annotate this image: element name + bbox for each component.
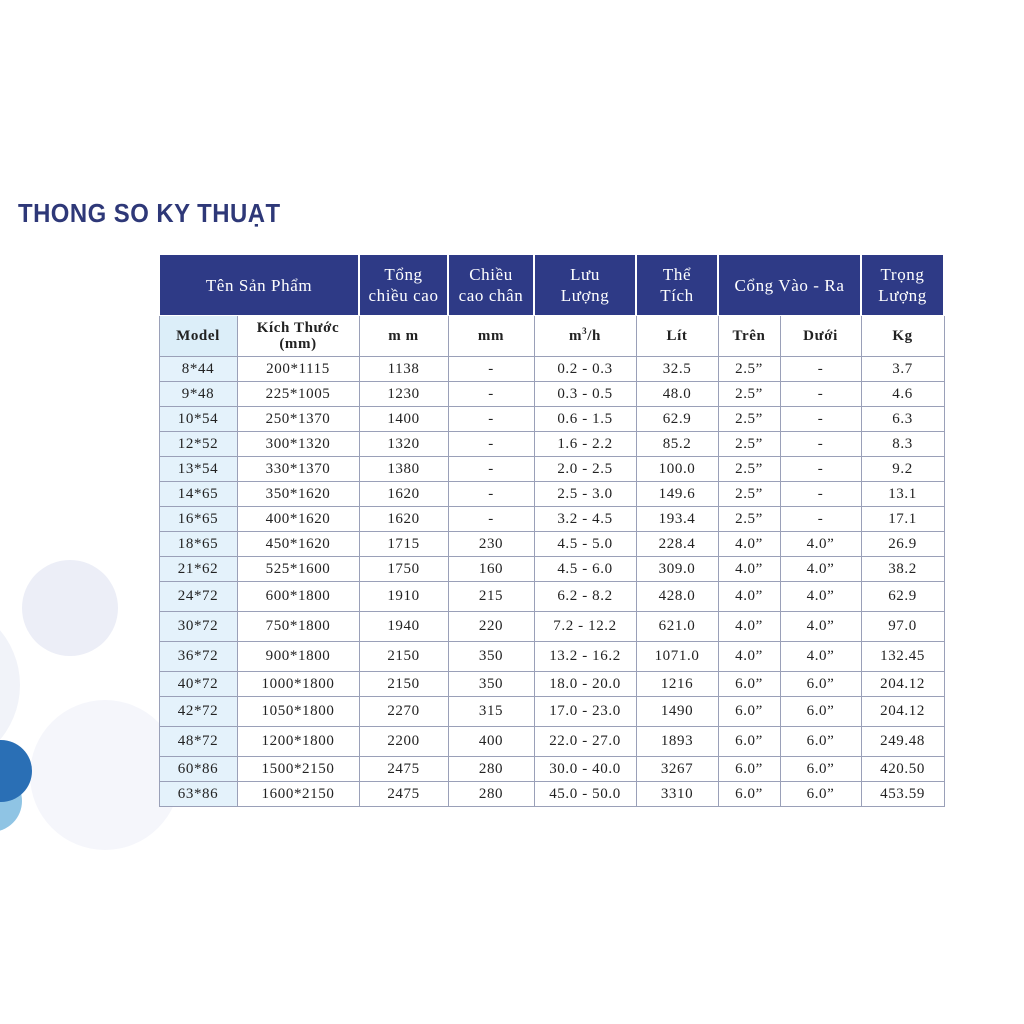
cell-port-top: 4.0”: [718, 642, 780, 672]
cell-port-bottom: 6.0”: [780, 757, 861, 782]
cell-leg-height: 315: [448, 697, 534, 727]
cell-model: 14*65: [159, 482, 237, 507]
cell-port-top: 2.5”: [718, 382, 780, 407]
cell-leg-height: 160: [448, 557, 534, 582]
header-row-main: [159, 255, 944, 316]
cell-total-height: 1910: [359, 582, 448, 612]
cell-port-bottom: 4.0”: [780, 582, 861, 612]
cell-model: 42*72: [159, 697, 237, 727]
cell-volume: 428.0: [636, 582, 718, 612]
cell-weight: 204.12: [861, 672, 944, 697]
cell-volume: 1071.0: [636, 642, 718, 672]
page-title: THONG SO KY THUẠT: [18, 198, 281, 228]
table-row: [159, 457, 944, 482]
cell-size: 330*1370: [237, 457, 359, 482]
cell-port-bottom: 4.0”: [780, 642, 861, 672]
cell-port-top: 4.0”: [718, 582, 780, 612]
cell-weight: 249.48: [861, 727, 944, 757]
cell-total-height: 2475: [359, 757, 448, 782]
cell-total-height: 1620: [359, 507, 448, 532]
cell-leg-height: -: [448, 507, 534, 532]
cell-flow: 7.2 - 12.2: [534, 612, 636, 642]
cell-weight: 204.12: [861, 697, 944, 727]
cell-port-top: 6.0”: [718, 672, 780, 697]
header-total-height: [359, 255, 448, 316]
cell-size: 1600*2150: [237, 782, 359, 807]
subheader-size-line1: Kích Thước: [256, 320, 340, 336]
cell-port-bottom: 4.0”: [780, 532, 861, 557]
flow-unit-base: m: [569, 327, 583, 344]
header-flow-line2: Lượng: [560, 286, 610, 305]
header-ports: [718, 255, 861, 316]
cell-size: 200*1115: [237, 357, 359, 382]
cell-volume: 1490: [636, 697, 718, 727]
cell-model: 9*48: [159, 382, 237, 407]
header-product: [159, 255, 359, 316]
table-row: [159, 697, 944, 727]
subheader-size-line2: (mm): [279, 336, 317, 352]
cell-size: 250*1370: [237, 407, 359, 432]
subheader-weight-unit: Kg: [861, 316, 944, 357]
cell-leg-height: 220: [448, 612, 534, 642]
cell-total-height: 1380: [359, 457, 448, 482]
cell-port-top: 4.0”: [718, 532, 780, 557]
flow-unit-tail: /h: [587, 327, 601, 344]
header-flow: [534, 255, 636, 316]
cell-total-height: 1940: [359, 612, 448, 642]
cell-model: 10*54: [159, 407, 237, 432]
table-row: [159, 672, 944, 697]
cell-model: 16*65: [159, 507, 237, 532]
cell-volume: 1893: [636, 727, 718, 757]
cell-weight: 132.45: [861, 642, 944, 672]
subheader-flow-unit: [534, 316, 636, 357]
table-row: [159, 557, 944, 582]
subheader-port-bottom: Dưới: [780, 316, 861, 357]
cell-volume: 149.6: [636, 482, 718, 507]
cell-port-bottom: 6.0”: [780, 727, 861, 757]
cell-port-top: 2.5”: [718, 507, 780, 532]
cell-total-height: 1715: [359, 532, 448, 557]
cell-flow: 2.5 - 3.0: [534, 482, 636, 507]
cell-size: 1000*1800: [237, 672, 359, 697]
cell-weight: 26.9: [861, 532, 944, 557]
cell-leg-height: -: [448, 407, 534, 432]
cell-total-height: 1620: [359, 482, 448, 507]
cell-leg-height: 215: [448, 582, 534, 612]
subheader-size: [237, 316, 359, 357]
cell-model: 12*52: [159, 432, 237, 457]
cell-volume: 309.0: [636, 557, 718, 582]
cell-port-bottom: -: [780, 407, 861, 432]
cell-port-top: 2.5”: [718, 357, 780, 382]
header-leg-height-line2: cao chân: [458, 286, 524, 305]
cell-leg-height: 350: [448, 642, 534, 672]
subheader-model: Model: [159, 316, 237, 357]
cell-size: 1500*2150: [237, 757, 359, 782]
header-volume-line2: Tích: [660, 286, 694, 305]
header-flow-line1: Lưu: [570, 265, 600, 284]
cell-model: 21*62: [159, 557, 237, 582]
cell-model: 63*86: [159, 782, 237, 807]
cell-flow: 0.3 - 0.5: [534, 382, 636, 407]
cell-port-bottom: 4.0”: [780, 557, 861, 582]
header-weight: [861, 255, 944, 316]
cell-size: 900*1800: [237, 642, 359, 672]
cell-size: 300*1320: [237, 432, 359, 457]
cell-weight: 38.2: [861, 557, 944, 582]
cell-flow: 17.0 - 23.0: [534, 697, 636, 727]
cell-flow: 18.0 - 20.0: [534, 672, 636, 697]
header-row-sub: [159, 316, 944, 357]
cell-weight: 17.1: [861, 507, 944, 532]
cell-leg-height: -: [448, 357, 534, 382]
cell-port-bottom: -: [780, 457, 861, 482]
cell-total-height: 1230: [359, 382, 448, 407]
cell-leg-height: 350: [448, 672, 534, 697]
cell-size: 400*1620: [237, 507, 359, 532]
cell-total-height: 2475: [359, 782, 448, 807]
cell-flow: 4.5 - 5.0: [534, 532, 636, 557]
table-row: [159, 642, 944, 672]
header-product-label: Tên Sản Phẩm: [205, 275, 313, 295]
cell-weight: 8.3: [861, 432, 944, 457]
cell-port-top: 6.0”: [718, 757, 780, 782]
cell-total-height: 1138: [359, 357, 448, 382]
cell-leg-height: -: [448, 432, 534, 457]
table-row: [159, 507, 944, 532]
cell-size: 1200*1800: [237, 727, 359, 757]
cell-weight: 3.7: [861, 357, 944, 382]
spec-table-body: [159, 357, 944, 807]
cell-leg-height: 280: [448, 782, 534, 807]
cell-port-bottom: 4.0”: [780, 612, 861, 642]
cell-flow: 0.2 - 0.3: [534, 357, 636, 382]
cell-total-height: 1320: [359, 432, 448, 457]
cell-volume: 1216: [636, 672, 718, 697]
cell-port-top: 6.0”: [718, 727, 780, 757]
cell-volume: 85.2: [636, 432, 718, 457]
cell-size: 350*1620: [237, 482, 359, 507]
cell-size: 525*1600: [237, 557, 359, 582]
cell-port-bottom: 6.0”: [780, 697, 861, 727]
cell-port-top: 2.5”: [718, 407, 780, 432]
table-row: [159, 482, 944, 507]
header-total-height-line2: chiều cao: [368, 286, 439, 305]
table-row: [159, 407, 944, 432]
cell-flow: 30.0 - 40.0: [534, 757, 636, 782]
cell-weight: 6.3: [861, 407, 944, 432]
cell-flow: 4.5 - 6.0: [534, 557, 636, 582]
cell-weight: 13.1: [861, 482, 944, 507]
cell-port-top: 2.5”: [718, 432, 780, 457]
cell-volume: 228.4: [636, 532, 718, 557]
cell-model: 40*72: [159, 672, 237, 697]
cell-volume: 32.5: [636, 357, 718, 382]
cell-port-top: 2.5”: [718, 457, 780, 482]
header-leg-height-line1: Chiều: [469, 265, 513, 284]
header-volume-line1: Thể: [662, 265, 692, 284]
cell-weight: 9.2: [861, 457, 944, 482]
subheader-leg-height-unit: mm: [448, 316, 534, 357]
spec-table: [158, 254, 945, 807]
cell-port-bottom: 6.0”: [780, 782, 861, 807]
header-weight-line1: Trọng: [880, 265, 925, 284]
cell-leg-height: 280: [448, 757, 534, 782]
table-row: [159, 357, 944, 382]
cell-port-top: 2.5”: [718, 482, 780, 507]
cell-model: 13*54: [159, 457, 237, 482]
cell-model: 8*44: [159, 357, 237, 382]
decorative-circle-blue: [0, 740, 32, 802]
cell-total-height: 1750: [359, 557, 448, 582]
cell-volume: 621.0: [636, 612, 718, 642]
cell-weight: 4.6: [861, 382, 944, 407]
cell-flow: 45.0 - 50.0: [534, 782, 636, 807]
cell-total-height: 2200: [359, 727, 448, 757]
cell-model: 18*65: [159, 532, 237, 557]
header-weight-line2: Lượng: [878, 286, 927, 305]
cell-flow: 0.6 - 1.5: [534, 407, 636, 432]
cell-leg-height: -: [448, 482, 534, 507]
cell-volume: 193.4: [636, 507, 718, 532]
subheader-port-top: Trên: [718, 316, 780, 357]
table-row: [159, 612, 944, 642]
cell-total-height: 2150: [359, 672, 448, 697]
table-row: [159, 432, 944, 457]
cell-port-top: 6.0”: [718, 697, 780, 727]
cell-leg-height: -: [448, 382, 534, 407]
cell-leg-height: -: [448, 457, 534, 482]
cell-port-top: 4.0”: [718, 612, 780, 642]
cell-total-height: 2150: [359, 642, 448, 672]
header-total-height-line1: Tổng: [384, 265, 423, 284]
cell-volume: 62.9: [636, 407, 718, 432]
header-ports-label: Cổng Vào - Ra: [734, 275, 845, 295]
header-volume: [636, 255, 718, 316]
table-row: [159, 782, 944, 807]
table-row: [159, 382, 944, 407]
table-row: [159, 757, 944, 782]
cell-port-bottom: -: [780, 357, 861, 382]
cell-port-bottom: -: [780, 482, 861, 507]
header-leg-height: [448, 255, 534, 316]
cell-size: 225*1005: [237, 382, 359, 407]
cell-volume: 3267: [636, 757, 718, 782]
cell-flow: 6.2 - 8.2: [534, 582, 636, 612]
cell-model: 24*72: [159, 582, 237, 612]
cell-port-bottom: -: [780, 507, 861, 532]
cell-volume: 48.0: [636, 382, 718, 407]
cell-port-bottom: -: [780, 382, 861, 407]
cell-size: 1050*1800: [237, 697, 359, 727]
decorative-circle-light: [22, 560, 118, 656]
cell-flow: 13.2 - 16.2: [534, 642, 636, 672]
flow-unit-superscript: 3: [582, 325, 588, 336]
cell-leg-height: 400: [448, 727, 534, 757]
cell-size: 450*1620: [237, 532, 359, 557]
cell-flow: 22.0 - 27.0: [534, 727, 636, 757]
cell-total-height: 2270: [359, 697, 448, 727]
table-row: [159, 582, 944, 612]
cell-port-bottom: -: [780, 432, 861, 457]
table-row: [159, 532, 944, 557]
cell-model: 60*86: [159, 757, 237, 782]
cell-volume: 100.0: [636, 457, 718, 482]
table-row: [159, 727, 944, 757]
cell-model: 48*72: [159, 727, 237, 757]
cell-leg-height: 230: [448, 532, 534, 557]
cell-port-bottom: 6.0”: [780, 672, 861, 697]
cell-weight: 62.9: [861, 582, 944, 612]
cell-flow: 2.0 - 2.5: [534, 457, 636, 482]
cell-model: 30*72: [159, 612, 237, 642]
cell-weight: 453.59: [861, 782, 944, 807]
cell-volume: 3310: [636, 782, 718, 807]
cell-size: 600*1800: [237, 582, 359, 612]
cell-port-top: 6.0”: [718, 782, 780, 807]
cell-flow: 3.2 - 4.5: [534, 507, 636, 532]
cell-total-height: 1400: [359, 407, 448, 432]
cell-model: 36*72: [159, 642, 237, 672]
subheader-volume-unit: Lít: [636, 316, 718, 357]
cell-weight: 97.0: [861, 612, 944, 642]
cell-flow: 1.6 - 2.2: [534, 432, 636, 457]
cell-port-top: 4.0”: [718, 557, 780, 582]
cell-size: 750*1800: [237, 612, 359, 642]
subheader-total-height-unit: m m: [359, 316, 448, 357]
cell-weight: 420.50: [861, 757, 944, 782]
